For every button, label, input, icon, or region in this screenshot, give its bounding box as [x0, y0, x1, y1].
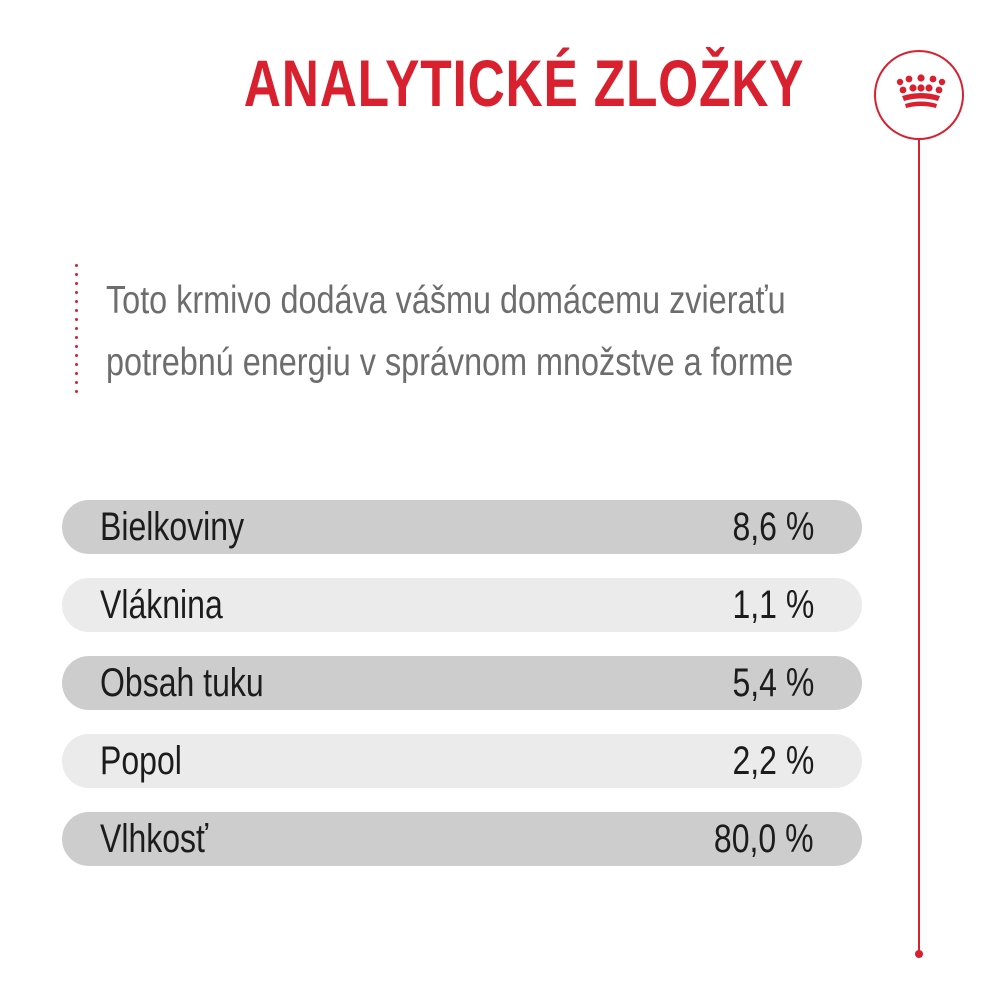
nutrient-label: Bielkoviny — [100, 505, 245, 549]
nutrient-table — [62, 500, 862, 890]
intro-dotted-marker — [75, 264, 79, 404]
nutrient-row — [62, 500, 862, 554]
intro-line-1: Toto krmivo dodáva vášmu domácemu zvieraťu — [106, 279, 786, 322]
nutrient-value: 80,0 % — [714, 817, 814, 861]
intro-text — [106, 270, 853, 394]
vertical-divider-line — [918, 140, 920, 952]
brand-logo — [874, 50, 964, 140]
nutrient-value: 2,2 % — [732, 739, 814, 783]
nutrient-row — [62, 656, 862, 710]
divider-end-dot — [915, 950, 923, 958]
nutrient-row — [62, 578, 862, 632]
nutrient-value: 5,4 % — [732, 661, 814, 705]
nutrient-label: Obsah tuku — [100, 661, 264, 705]
nutrient-label: Vlhkosť — [100, 817, 209, 861]
nutrient-row — [62, 734, 862, 788]
nutrient-value: 8,6 % — [732, 505, 814, 549]
nutrient-row — [62, 812, 862, 866]
nutrient-label: Vláknina — [100, 583, 223, 627]
crown-icon — [894, 74, 948, 118]
page-title: ANALYTICKÉ ZLOŽKY — [243, 46, 805, 120]
nutrient-value: 1,1 % — [732, 583, 814, 627]
intro-line-2: potrebnú energiu v správnom množstve a forme — [106, 341, 794, 384]
nutrient-label: Popol — [100, 739, 182, 783]
